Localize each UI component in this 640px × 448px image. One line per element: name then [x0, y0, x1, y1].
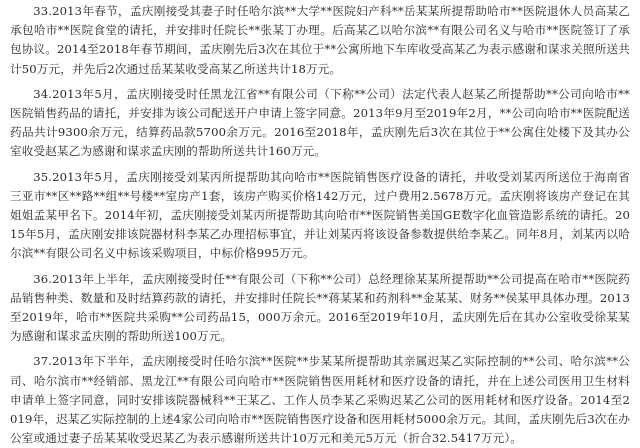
paragraph-36: 36.2013年上半年，孟庆刚接受时任**有限公司（下称**公司）总经理徐某某所提帮助**公司提高在哈市**医院药品销售种类、数量和及时结算药款的请托，并安排时任院长**蒋某某和药剂科**金某某、财务**侯某甲具体办理。2013至2019年，哈市**医院共采购**公司药品15，000万余元。2016至2019年10月，孟庆刚先后在其办公室收受徐某某为感谢和谋求孟庆刚的帮助所送100万元。	[10, 271, 630, 344]
paragraph-33: 33.2013年春节，孟庆刚接受其妻子时任哈尔滨**大学**医院妇产科**岳某某所提帮助哈市**医院退休人员高某乙承包哈市**医院食堂的请托，并安排时任院长**张某丁办理。后高某乙以哈尔滨**有限公司名义与哈市**医院签订了承包协议。2014至2018年春节期间，孟庆刚先后3次在其位于**公寓所地下车库收受高某乙为表示感谢和谋求关照所送共计50万元，并先后2次通过岳某某收受高某乙所送共计18万元。	[10, 4, 630, 76]
paragraph-35: 35.2013年5月，孟庆刚接受刘某丙所提帮助其向哈市**医院销售医疗设备的请托，并收受刘某丙所送位于海南省三亚市**区**路**组**号楼**室房产1套，该房产购买价格142万元，过户费用2.5678万元。孟庆刚将该房产登记在其姐姐孟某甲名下。2014年初，孟庆刚接受刘某丙所提帮助其向哈市**医院销售美国GE数字化血管造影系统的请托。2015年5月，孟庆刚安排该院器材科李某乙办理招标事宜，并让刘某丙将该设备参数提供给李某乙。同年8月，刘某丙以哈尔滨**有限公司名义中标该采购项目，中标价格995万元。	[10, 169, 630, 261]
paragraph-34: 34.2013年5月，孟庆刚接受时任黑龙江省**有限公司（下称**公司）法定代表人赵某乙所提帮助**公司向哈市**医院销售药品的请托，并安排为该公司配送开户申请上签字同意。2013年9月至2019年2月，**公司向哈市**医院配送药品共计9300余万元，结算药品款5700余万元。2016至2018年，孟庆刚先后3次在其位于**公寓住处楼下及其办公室收受赵某乙为感谢和谋求孟庆刚的帮助所送共计160万元。	[10, 86, 630, 159]
paragraph-37: 37.2013年下半年，孟庆刚接受时任哈尔滨**医院**步某某所提帮助其亲属迟某乙实际控制的**公司、哈尔滨**公司、哈尔滨市**经销部、黑龙江**有限公司向哈市**医院销售医用耗材和医疗设备的请托，并在上述公司医用卫生材料申请单上签字同意，同时安排该院器械科**王某乙、工作人员李某乙采购迟某乙公司的医用耗材和医疗设备。2014至2019年，迟某乙实际控制的上述4家公司向哈市**医院销售医疗设备和医用耗材5000余万元。其间，孟庆刚先后3次在办公室或通过妻子岳某某收受迟某乙为表示感谢所送共计10万元和美元5万元（折合32.5417万元）。	[10, 354, 630, 446]
